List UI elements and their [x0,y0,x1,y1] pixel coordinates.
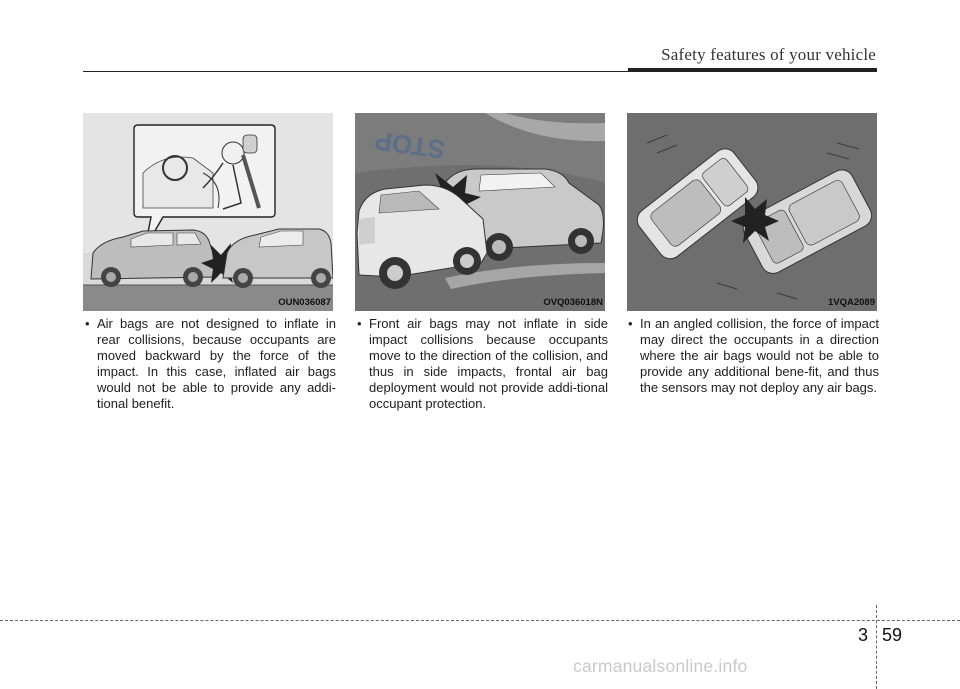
footer-divider [876,605,877,689]
bullet-marker: • [628,316,633,331]
figure-side-impact [355,113,605,311]
caption-text: Front air bags may not inflate in side impact collisions because occupants move to the direction of the collision, and thus in side impacts, frontal air bag deployment would not provide addi-tional occupant protection. [369,316,608,412]
figure-code: 1VQA2089 [827,297,875,308]
watermark-link[interactable]: carmanualsonline.info [573,656,748,676]
side-impact-illustration [355,113,605,311]
page-number: 59 [882,625,903,645]
figure-code: OVQ036018N [543,297,603,308]
figure-angled-collision [627,113,877,311]
angled-collision-illustration [627,113,877,311]
figure-rear-collision [83,113,333,311]
stop-road-marking: STOP [372,125,447,166]
section-title: Safety features of your vehicle [661,45,876,64]
figure-code: OUN036087 [278,297,331,308]
footer-rule [0,620,960,621]
caption-text: Air bags are not designed to inflate in rear collisions, because occupants are moved backward by the force of the impact. In this case, inflated air bags would not be able to provide any addi-tional benefit. [97,316,336,412]
bullet-marker: • [357,316,362,331]
caption-text: In an angled collision, the force of impact may direct the occupants in a direction where the air bags would not be able to provide any additional bene-fit, and thus the sensors may not deploy any air bags. [640,316,879,396]
chapter-number: 3 [858,625,869,645]
rear-collision-illustration [83,113,333,311]
caption-side-impact [356,316,608,413]
caption-angled-collision [627,316,879,396]
caption-rear-collision [84,316,336,413]
header-rule-accent [628,68,877,72]
bullet-marker: • [85,316,90,331]
